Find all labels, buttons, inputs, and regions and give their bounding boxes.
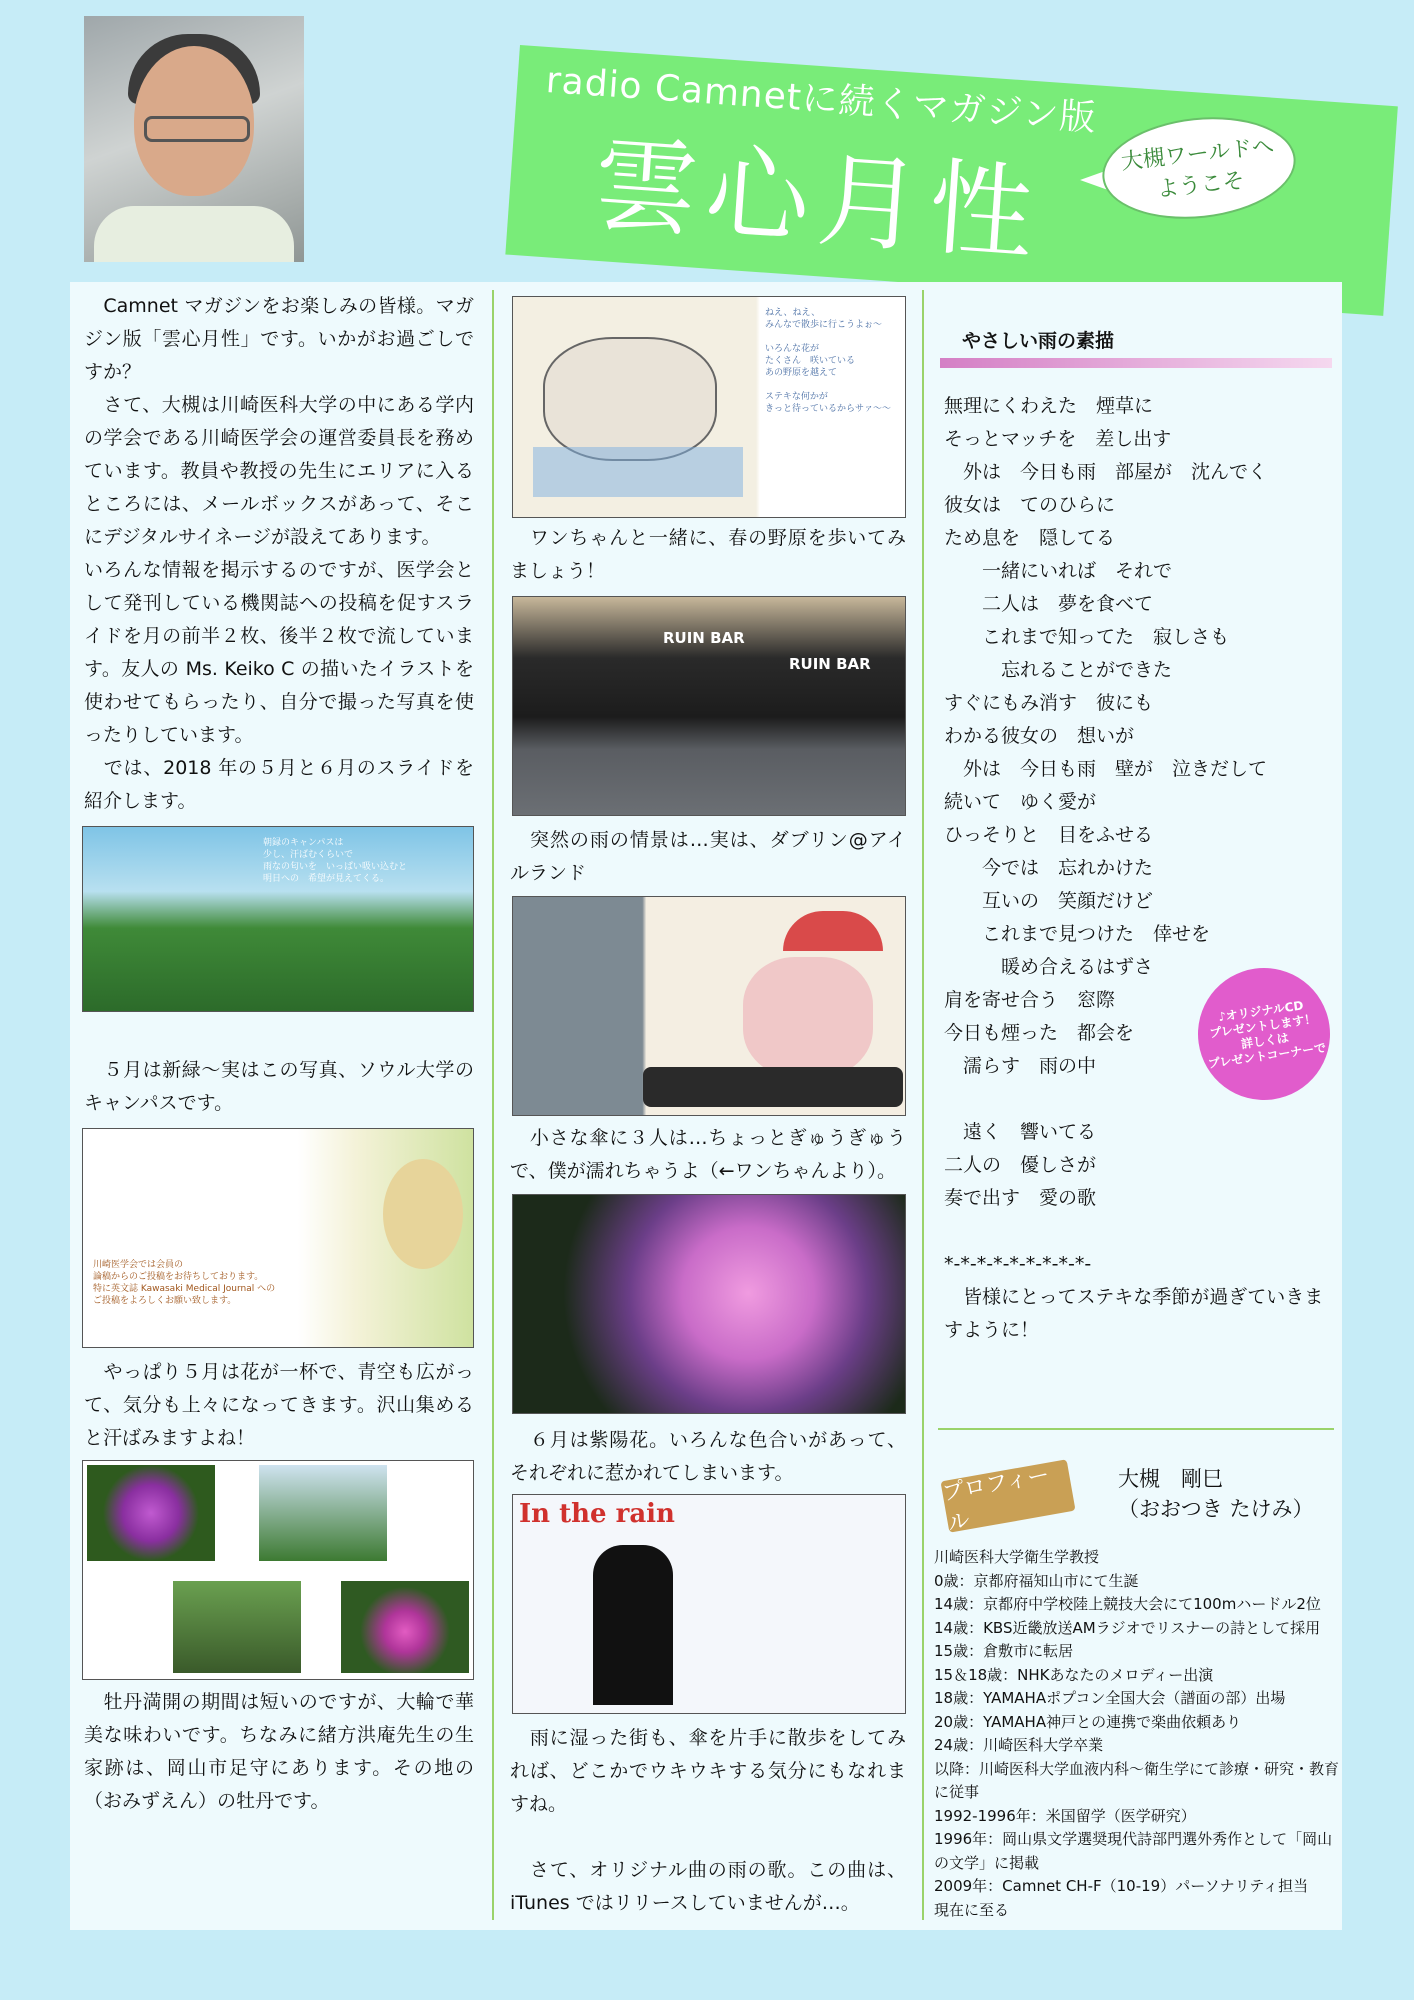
campus-caption: 朝録のキャンパスは 少し、汗ばむくらいで 雨なの匂いを いっぱい吸い込むと 明日への 希望が見えてくる。 xyxy=(263,838,408,884)
poem-line: 遠く 響いてる xyxy=(944,1121,1097,1143)
poem-line: 肩を寄せ合う 窓際 xyxy=(944,989,1116,1011)
profile-kana: （おおつき たけみ） xyxy=(1118,1497,1314,1521)
in-the-rain-title: In the rain xyxy=(519,1499,675,1529)
poem-line: 互いの 笑顔だけど xyxy=(944,890,1154,912)
profile-item: 2009年：Camnet CH-F（10-19）パーソナリティ担当 xyxy=(934,1877,1309,1895)
girl-illustration xyxy=(383,1159,463,1269)
column-divider-2 xyxy=(922,290,924,1920)
poem-line: これまで見つけた 倖せを xyxy=(944,923,1211,945)
banner-subtitle: radio Camnetに続くマガジン版 xyxy=(544,59,1098,140)
column-divider-1 xyxy=(492,290,494,1920)
dog-illustration xyxy=(512,296,906,518)
girl-in-rain xyxy=(593,1545,673,1705)
in-the-rain-illustration xyxy=(512,1494,906,1714)
intro-paragraph: いろんな情報を掲示するのですが、医学会として発刊している機関誌への投稿を促すスライドを月の前半２枚、後半２枚で流しています。友人の Ms. Keiko C の描いたイラストを使わせてもらったり、自分で撮った写真を使ったりしています。 xyxy=(84,559,474,746)
intro-paragraph: では、2018 年の５月と６月のスライドを紹介します。 xyxy=(84,757,474,812)
column-1-intro xyxy=(84,290,474,818)
profile-item: 20歳：YAMAHA神戸との連携で楽曲依頼あり xyxy=(934,1712,1242,1731)
poem-line: わかる彼女の 想いが xyxy=(944,725,1135,747)
poem-line: 忘れることができた xyxy=(944,659,1173,681)
profile-item: 18歳：YAMAHAポプコン全国大会（譜面の部）出場 xyxy=(934,1689,1286,1707)
welcome-text: 大槻ワールドへ ようこそ xyxy=(1119,134,1276,203)
profile-list xyxy=(934,1546,1344,1922)
profile-item: 川崎医科大学衛生学教授 xyxy=(934,1548,1100,1566)
dalmatian-illustration xyxy=(543,337,717,461)
closing-line: 皆様にとってステキな季節が過ぎていきますように！ xyxy=(944,1286,1324,1341)
umbrella-text: 小さな傘に３人は…ちょっとぎゅうぎゅうで、僕が濡れちゃうよ（←ワンちゃんより）。 xyxy=(510,1127,906,1182)
profile-item: 0歳：京都府福知山市にて生誕 xyxy=(934,1571,1139,1590)
profile-item: 1992-1996年：米国留学（医学研究） xyxy=(934,1806,1196,1825)
peony-photo xyxy=(341,1581,469,1673)
garden-photo xyxy=(259,1465,387,1561)
poem-line: 彼女は てのひらに xyxy=(944,494,1116,516)
flower-field xyxy=(533,447,743,497)
poem-line: 暖め合えるはずさ xyxy=(944,956,1154,978)
hydrangea-text: ６月は紫陽花。いろんな色合いがあって、それぞれに惹かれてしまいます。 xyxy=(510,1429,906,1484)
poem-line: 無理にくわえた 煙草に xyxy=(944,395,1154,417)
profile-item: 15＆18歳：NHKあなたのメロディー出演 xyxy=(934,1665,1214,1684)
rain-puddle xyxy=(643,1067,903,1107)
profile-item: 24歳：川崎医科大学卒業 xyxy=(934,1736,1104,1754)
author-portrait xyxy=(84,16,304,262)
poem-line: 一緒にいれば それで xyxy=(944,560,1173,582)
profile-item: 以降：川崎医科大学血液内科～衛生学にて診療・研究・教育に従事 xyxy=(934,1759,1340,1801)
poem-line: 二人は 夢を食べて xyxy=(944,593,1154,615)
flower-caption: 川崎医学会では会員の 論稿からのご投稿をお待ちしております。 特に英文誌 Kawasaki Medical Journal への ご投稿をよろしくお願い致します。 xyxy=(93,1260,276,1306)
red-umbrella xyxy=(783,911,883,951)
profile-item: 14歳：KBS近畿放送AMラジオでリスナーの詩として採用 xyxy=(934,1618,1321,1637)
rain-text: 雨に湿った街も、傘を片手に散歩をしてみれば、どこかでウキウキする気分にもなれますね。 xyxy=(510,1727,906,1815)
profile-divider xyxy=(938,1428,1334,1430)
page-title: 雲心月性 xyxy=(589,122,1046,276)
cd-present-text: ♪オリジナルCD プレゼントします！ 詳しくは プレゼントコーナーで xyxy=(1207,998,1327,1072)
poem-line: 濡らす 雨の中 xyxy=(944,1055,1097,1077)
dublin-text: 突然の雨の情景は…実は、ダブリン@アイルランド xyxy=(510,829,906,884)
intro-paragraph: Camnet マガジンをお楽しみの皆様。マガジン版「雲心月性」です。いかがお過ごしですか？ xyxy=(84,295,474,383)
ruin-bar-sign: RUIN BAR xyxy=(789,655,871,673)
dog-caption: ねえ、ねえ、 みんなで散歩に行こうよぉ～ いろんな花が たくさん 咲いている あの野原を越えて ステキな何かが きっと待っているからサァ～～ xyxy=(765,308,892,414)
poem-body xyxy=(944,390,1334,1347)
poem-line: 続いて ゆく愛が xyxy=(944,791,1097,813)
poem-line: *-*-*-*-*-*-*-*-*- xyxy=(944,1253,1092,1275)
peony-photo xyxy=(87,1465,215,1561)
girls-illustration xyxy=(743,957,873,1077)
umbrella-illustration xyxy=(512,896,906,1116)
poem-line: 二人の 優しさが xyxy=(944,1154,1097,1176)
portrait-glasses xyxy=(144,116,250,142)
poem-line: 奏で出す 愛の歌 xyxy=(944,1187,1097,1209)
campus-photo xyxy=(82,826,474,1012)
statue-photo xyxy=(173,1581,301,1673)
poem-line: 外は 今日も雨 壁が 泣きだして xyxy=(944,758,1268,780)
profile-name: 大槻 剛巳 xyxy=(1118,1467,1223,1491)
profile-item: 1996年：岡山県文学選奨現代詩部門選外秀作として「岡山の文学」に掲載 xyxy=(934,1830,1333,1872)
poem-line xyxy=(944,1215,1334,1248)
poem-line: そっとマッチを 差し出す xyxy=(944,428,1172,450)
poem-line: これまで知ってた 寂しさも xyxy=(944,626,1230,648)
profile-tag: プロフィール xyxy=(940,1459,1075,1532)
poem-line: ひっそりと 目をふせる xyxy=(944,824,1154,846)
hydrangea-photo xyxy=(512,1194,906,1414)
flowers-text: やっぱり５月は花が一杯で、青空も広がって、気分も上々になってきます。沢山集めると汗ばみますよね！ xyxy=(84,1361,474,1449)
poem-line: 今では 忘れかけた xyxy=(944,857,1154,879)
peony-text: 牡丹満開の期間は短いのですが、大輪で華美な味わいです。ちなみに緒方洪庵先生の生家跡は、岡山市足守にあります。その地の（おみずえん）の牡丹です。 xyxy=(84,1691,474,1812)
flower-illustration xyxy=(82,1128,474,1348)
dublin-photo xyxy=(512,596,906,816)
song-text: さて、オリジナル曲の雨の歌。この曲は、iTunes ではリリースしていませんが…。 xyxy=(510,1859,906,1914)
may-text: ５月は新緑～実はこの写真、ソウル大学のキャンパスです。 xyxy=(84,1059,474,1114)
dog-text: ワンちゃんと一緒に、春の野原を歩いてみましょう！ xyxy=(510,527,906,582)
ruin-bar-sign: RUIN BAR xyxy=(663,629,745,647)
peony-collage xyxy=(82,1460,474,1680)
profile-name-block xyxy=(1118,1464,1313,1524)
profile-item: 14歳：京都府中学校陸上競技大会にて100mハードル2位 xyxy=(934,1595,1321,1613)
poem-title: やさしい雨の素描 xyxy=(962,330,1115,352)
poem-line: 今日も煙った 都会を xyxy=(944,1022,1135,1044)
poem-line: 外は 今日も雨 部屋が 沈んでく xyxy=(944,461,1268,483)
title-underline xyxy=(940,358,1332,368)
portrait-shirt xyxy=(94,206,294,262)
intro-paragraph: さて、大槻は川崎医科大学の中にある学内の学会である川崎医学会の運営委員長を務めています。教員や教授の先生にエリアに入るところには、メールボックスがあって、そこにデジタルサイネージが設えてあります。 xyxy=(84,394,474,548)
profile-item: 現在に至る xyxy=(934,1900,1010,1919)
poem-line: ため息を 隠してる xyxy=(944,527,1116,549)
profile-item: 15歳：倉敷市に転居 xyxy=(934,1642,1074,1660)
poem-line: すぐにもみ消す 彼にも xyxy=(944,692,1154,714)
